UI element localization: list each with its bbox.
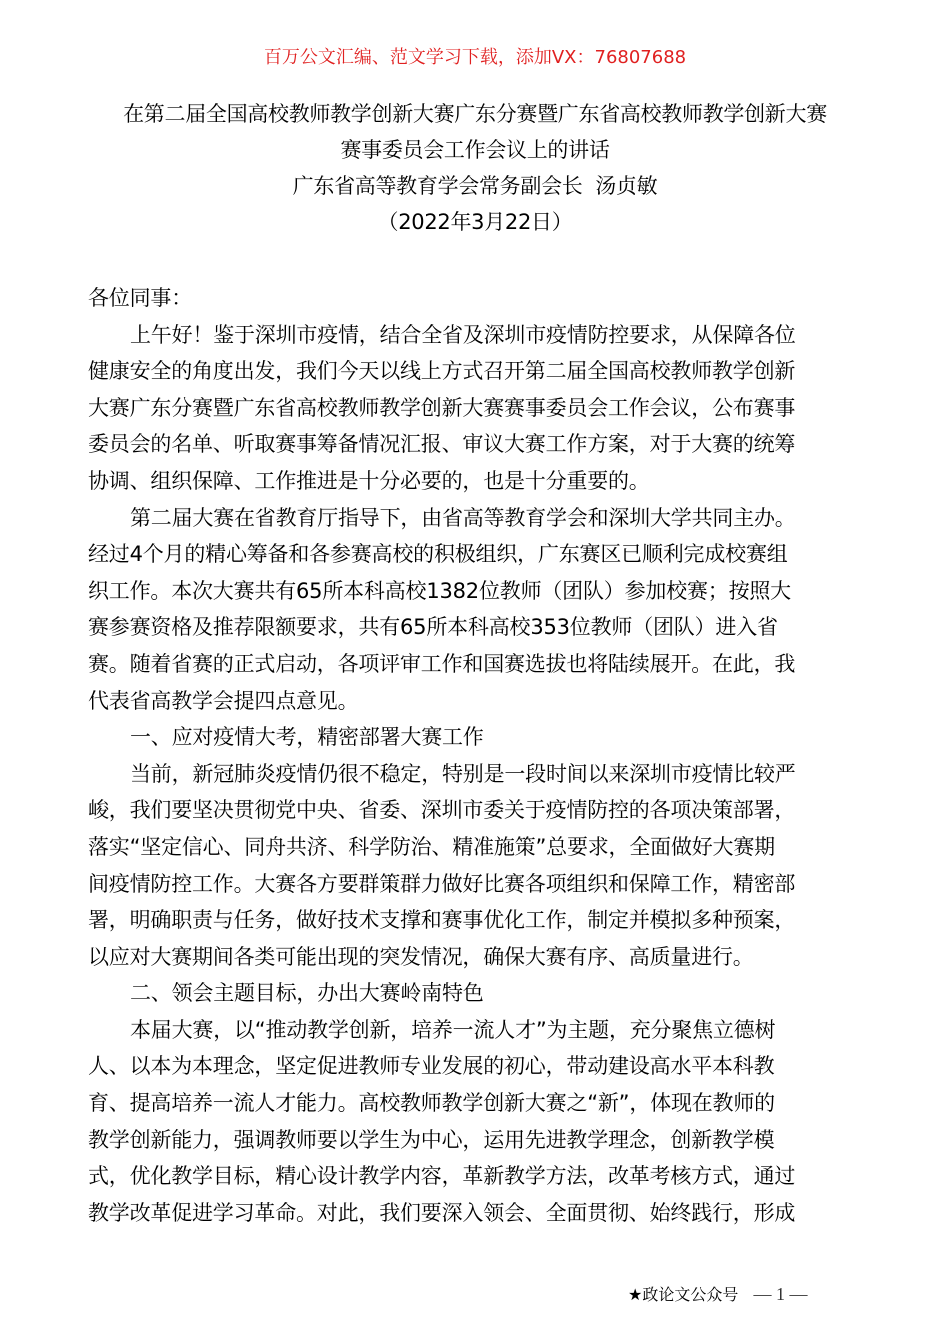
paragraph-line: 署，明确职责与任务，做好技术支撑和赛事优化工作，制定并模拟多种预案，	[88, 908, 796, 933]
paragraph-line: 大赛广东分赛暨广东省高校教师教学创新大赛赛事委员会工作会议，公布赛事	[88, 395, 796, 420]
document-body	[88, 280, 862, 1231]
date-line: （2022年3月22日）	[377, 210, 573, 234]
speaker-line: 广东省高等教育学会常务副会长 汤贞敏	[292, 174, 658, 198]
title-line-2: 赛事委员会工作会议上的讲话	[340, 138, 610, 162]
paragraph-line: 协调、组织保障、工作推进是十分必要的，也是十分重要的。	[88, 468, 650, 493]
paragraph-line: 赛参赛资格及推荐限额要求，共有65所本科高校353位教师（团队）进入省	[88, 615, 778, 640]
paragraph-line: 本届大赛，以“推动教学创新，培养一流人才”为主题，充分聚焦立德树	[130, 1017, 776, 1042]
title-line-1: 在第二届全国高校教师教学创新大赛广东分赛暨广东省高校教师教学创新大赛	[123, 102, 827, 126]
paragraph-line: 育、提高培养一流人才能力。高校教师教学创新大赛之“新”，体现在教师的	[88, 1091, 775, 1116]
paragraph-line: 当前，新冠肺炎疫情仍很不稳定，特别是一段时间以来深圳市疫情比较严	[130, 761, 796, 786]
paragraph-line: 峻，我们要坚决贯彻党中央、省委、深圳市委关于疫情防控的各项决策部署，	[88, 798, 796, 823]
paragraph-line: 教学创新能力，强调教师要以学生为中心，运用先进教学理念，创新教学模	[88, 1127, 775, 1152]
salutation: 各位同事：	[88, 286, 192, 310]
page-number: — 1 —	[753, 1284, 808, 1304]
paragraph-line: 织工作。本次大赛共有65所本科高校1382位教师（团队）参加校赛；按照大	[88, 578, 791, 603]
watermark-banner: 百万公文汇编、范文学习下载，添加VX：76807688	[263, 47, 687, 68]
paragraph-line: 经过4个月的精心筹备和各参赛高校的积极组织，广东赛区已顺利完成校赛组	[88, 542, 788, 567]
paragraph-line: 第二届大赛在省教育厅指导下，由省高等教育学会和深圳大学共同主办。	[130, 505, 796, 530]
section-heading-1: 一、应对疫情大考，精密部署大赛工作	[130, 725, 484, 750]
paragraph-line: 健康安全的角度出发，我们今天以线上方式召开第二届全国高校教师教学创新	[88, 359, 796, 384]
paragraph-line: 落实“坚定信心、同舟共济、科学防治、精准施策”总要求，全面做好大赛期	[88, 834, 775, 859]
page-footer	[628, 1282, 807, 1307]
paragraph-line: 教学改革促进学习革命。对此，我们要深入领会、全面贯彻、始终践行，形成	[88, 1200, 796, 1225]
paragraph-line: 以应对大赛期间各类可能出现的突发情况，确保大赛有序、高质量进行。	[88, 944, 754, 969]
footer-brand: ★政论文公众号	[628, 1285, 739, 1304]
document-title-block	[0, 96, 950, 240]
paragraph-line: 代表省高教学会提四点意见。	[88, 688, 359, 713]
paragraph-line: 赛。随着省赛的正式启动，各项评审工作和国赛选拔也将陆续展开。在此，我	[88, 651, 796, 676]
paragraph-line: 人、以本为本理念，坚定促进教师专业发展的初心，带动建设高水平本科教	[88, 1054, 775, 1079]
paragraph-line: 式，优化教学目标，精心设计教学内容，革新教学方法，改革考核方式，通过	[88, 1164, 796, 1189]
paragraph-line: 间疫情防控工作。大赛各方要群策群力做好比赛各项组织和保障工作，精密部	[88, 871, 796, 896]
section-heading-2: 二、领会主题目标，办出大赛岭南特色	[130, 981, 484, 1006]
paragraph-line: 上午好！鉴于深圳市疫情，结合全省及深圳市疫情防控要求，从保障各位	[130, 322, 796, 347]
paragraph-line: 委员会的名单、听取赛事筹备情况汇报、审议大赛工作方案，对于大赛的统筹	[88, 432, 796, 457]
